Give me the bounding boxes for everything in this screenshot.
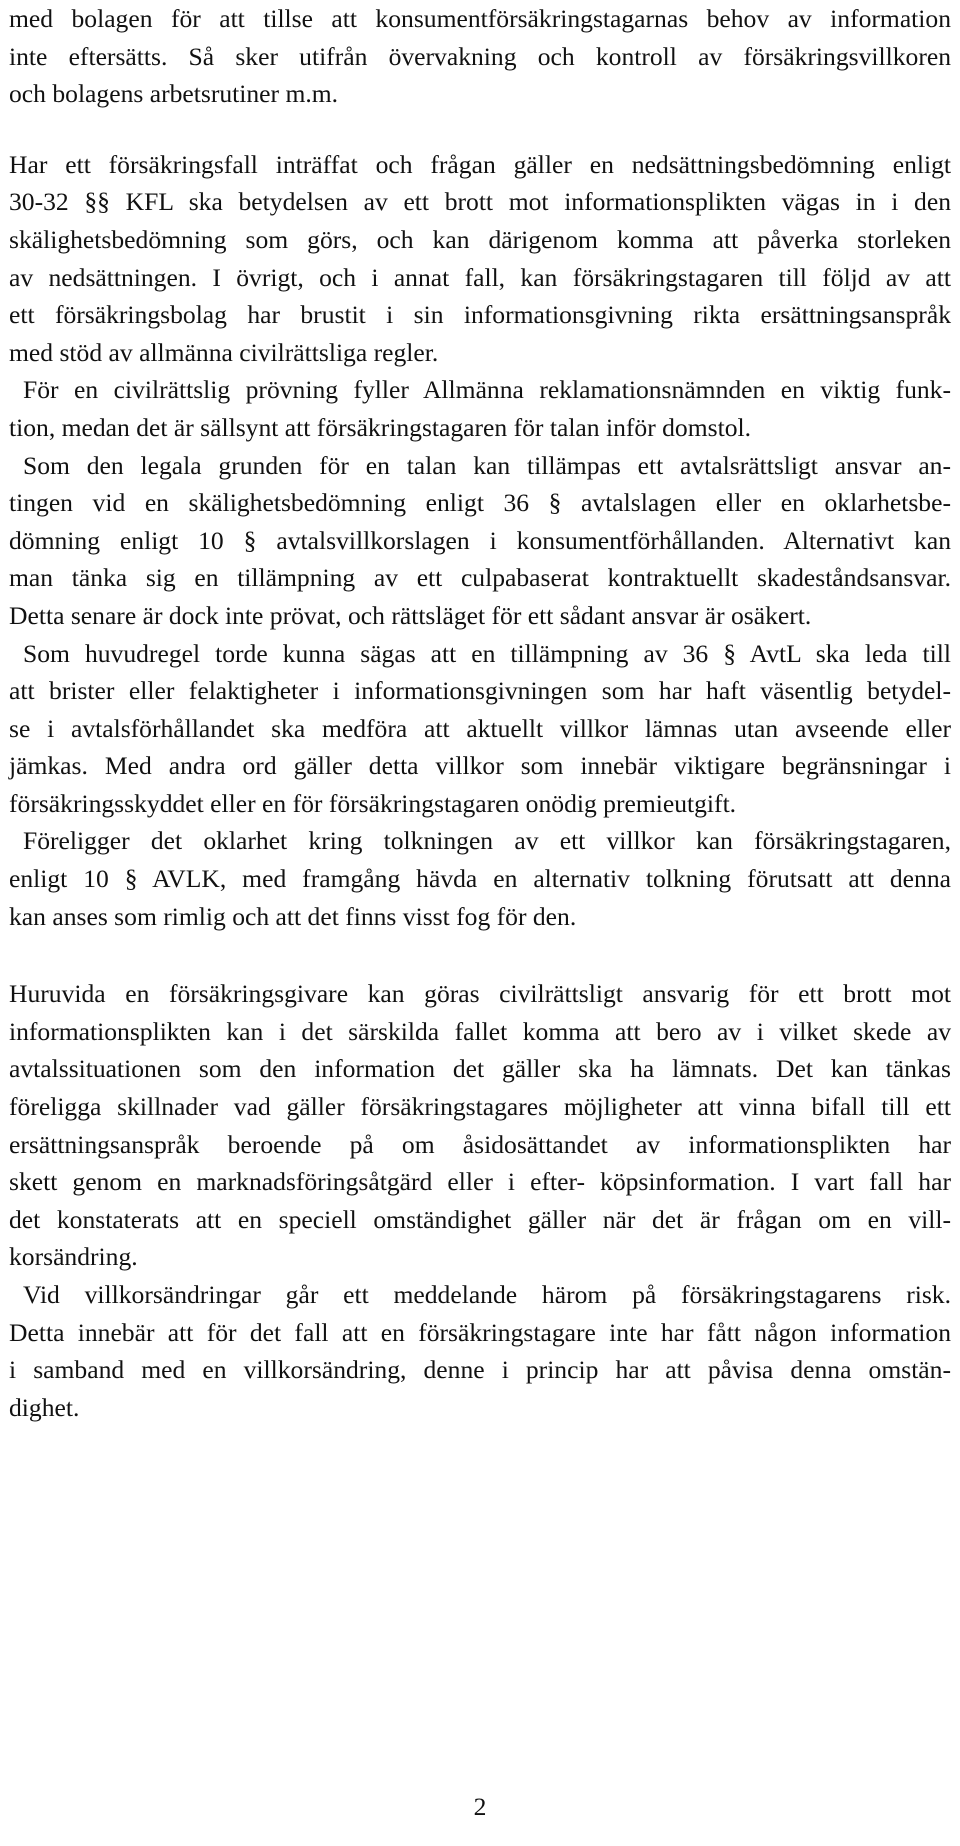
- text-line: ett försäkringsbolag har brustit i sin informationsgivning rikta ersättningsanspråk: [9, 300, 951, 330]
- paragraph-civilrattsligt-ansvar: [9, 975, 951, 1276]
- text-line: Detta senare är dock inte prövat, och rättsläget för ett sådant ansvar är osäkert.: [9, 600, 812, 630]
- text-line: man tänka sig en tillämpning av ett culpabaserat kontraktuellt skadeståndsansvar.: [9, 563, 951, 593]
- text-line: i samband med en villkorsändring, denne i princip har att påvisa denna omstän-: [9, 1355, 951, 1385]
- text-line: att brister eller felaktigheter i informationsgivningen som har haft väsentlig betydel-: [9, 676, 951, 706]
- paragraph-nedsattning: [9, 146, 951, 372]
- paragraph-spacer: [9, 113, 951, 146]
- text-line: jämkas. Med andra ord gäller detta villkor som innebär viktigare begränsningar i: [9, 751, 951, 781]
- text-line: dömning enligt 10 § avtalsvillkorslagen i konsumentförhållanden. Alternativt kan: [9, 525, 951, 555]
- text-line: skälighetsbedömning som görs, och kan därigenom komma att påverka storleken: [9, 224, 951, 254]
- text-line: se i avtalsförhållandet ska medföra att aktuellt villkor lämnas utan avseende eller: [9, 713, 951, 743]
- paragraph-huvudregel: [9, 635, 951, 823]
- text-line: Huruvida en försäkringsgivare kan göras civilrättsligt ansvarig för ett brott mot: [9, 979, 951, 1009]
- text-line: tingen vid en skälighetsbedömning enligt 36 § avtalslagen eller en oklarhetsbe-: [9, 488, 951, 518]
- text-line: 30-32 §§ KFL ska betydelsen av ett brott mot informationsplikten vägas in i den: [9, 187, 951, 217]
- text-line: försäkringsskyddet eller en för försäkringstagaren onödig premieutgift.: [9, 788, 737, 818]
- text-line: korsändring.: [9, 1242, 138, 1272]
- text-line: enligt 10 § AVLK, med framgång hävda en alternativ tolkning förutsatt att denna: [9, 864, 951, 894]
- document-page: [9, 0, 951, 1426]
- text-line: Som den legala grunden för en talan kan tillämpas ett avtalsrättsligt ansvar an-: [23, 450, 951, 480]
- text-line: med stöd av allmänna civilrättsliga regler.: [9, 337, 439, 367]
- text-line: informationsplikten kan i det särskilda fallet komma att bero av i vilket skede av: [9, 1016, 951, 1046]
- paragraph-villkorsandringar: [9, 1276, 951, 1426]
- text-line: avtalssituationen som den information det gäller ska ha lämnats. Det kan tänkas: [9, 1054, 951, 1084]
- page-number: 2: [473, 1792, 487, 1821]
- paragraph-intro: [9, 0, 951, 113]
- text-line: Som huvudregel torde kunna sägas att en tillämpning av 36 § AvtL ska leda till: [23, 638, 951, 668]
- text-line: med bolagen för att tillse att konsumentförsäkringstagarnas behov av information: [9, 4, 951, 33]
- paragraph-spacer: [9, 935, 951, 975]
- paragraph-oklarhet: [9, 822, 951, 935]
- text-line: skett genom en marknadsföringsåtgärd eller i efter- köpsinformation. I vart fall har: [9, 1167, 951, 1197]
- text-line: och bolagens arbetsrutiner m.m.: [9, 79, 339, 109]
- text-line: Föreligger det oklarhet kring tolkningen av ett villkor kan försäkringstagaren,: [23, 826, 951, 856]
- text-line: ersättningsanspråk beroende på om åsidosättandet av informationsplikten har: [9, 1129, 951, 1159]
- text-line: För en civilrättslig prövning fyller Allmänna reklamationsnämnden en viktig funk-: [23, 375, 951, 405]
- text-line: kan anses som rimlig och att det finns visst fog för den.: [9, 901, 577, 931]
- paragraph-legala-grunden: [9, 447, 951, 635]
- text-line: Vid villkorsändringar går ett meddelande härom på försäkringstagarens risk.: [23, 1280, 951, 1309]
- text-line: föreligga skillnader vad gäller försäkringstagares möjligheter att vinna bifall till ett: [9, 1092, 951, 1122]
- text-line: tion, medan det är sällsynt att försäkringstagaren för talan inför domstol.: [9, 412, 752, 442]
- text-line: Har ett försäkringsfall inträffat och frågan gäller en nedsättningsbedömning enligt: [9, 149, 951, 179]
- paragraph-arn: [9, 371, 951, 446]
- text-line: det konstaterats att en speciell omständighet gäller när det är frågan om en vill-: [9, 1204, 951, 1234]
- text-line: inte eftersätts. Så sker utifrån övervakning och kontroll av försäkringsvillkoren: [9, 41, 951, 71]
- text-line: av nedsättningen. I övrigt, och i annat fall, kan försäkringstagaren till följd av att: [9, 262, 951, 292]
- text-line: Detta innebär att för det fall att en försäkringstagare inte har fått någon information: [9, 1317, 951, 1347]
- text-line: dighet.: [9, 1392, 80, 1422]
